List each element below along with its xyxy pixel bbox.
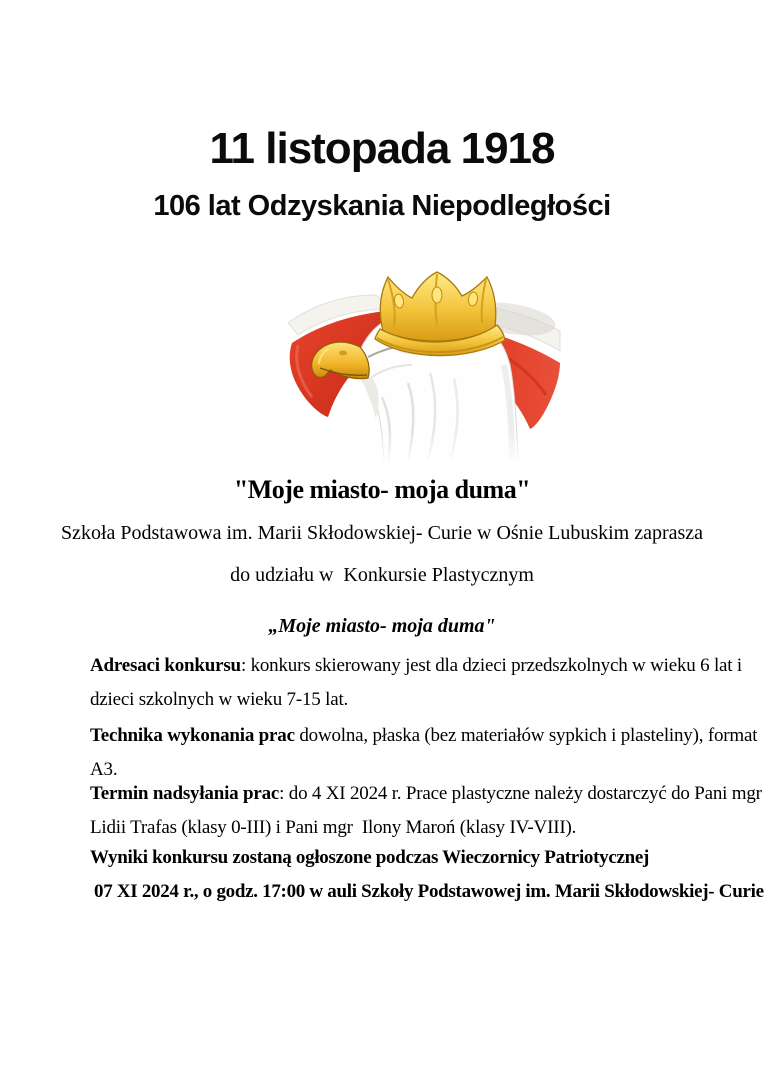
eagle-crown-flag-image [268, 265, 563, 465]
paragraph-line: A3. [90, 759, 118, 780]
paragraph-wyniki [90, 841, 764, 909]
contest-heading: "Moje miasto- moja duma" [233, 475, 531, 504]
paragraph-line [90, 719, 757, 753]
page-title: 11 listopada 1918 [209, 124, 555, 173]
bottom-fade [268, 431, 563, 465]
contest-quote: „Moje miasto- moja duma" [268, 615, 496, 637]
results-line-1: Wyniki konkursu zostaną ogłoszone podczas Wieczornicy Patriotycznej [90, 847, 650, 868]
paragraph-adresaci [90, 649, 742, 717]
paragraph-text: : konkurs skierowany jest dla dzieci przedszkolnych w wieku 6 lat i [240, 655, 742, 676]
paragraph-bold-lead: Termin nadsyłania prac [90, 783, 280, 804]
paragraph-line [90, 649, 742, 683]
paragraph-line: Lidii Trafas (klasy 0-III) i Pani mgr Ilony Maroń (klasy IV-VIII). [90, 817, 577, 838]
intro-line-invitation: do udziału w Konkursie Plastycznym [230, 564, 534, 586]
page-subtitle: 106 lat Odzyskania Niepodległości [153, 190, 611, 222]
paragraph-line: dzieci szkolnych w wieku 7-15 lat. [90, 689, 349, 710]
results-line-2: 07 XI 2024 r., o godz. 17:00 w auli Szkoły Podstawowej im. Marii Skłodowskiej- Curie [94, 881, 764, 902]
intro-line-school: Szkoła Podstawowa im. Marii Skłodowskiej- Curie w Ośnie Lubuskim zaprasza [60, 522, 704, 544]
paragraph-bold-lead: Technika wykonania prac [90, 725, 295, 746]
paragraph-termin [90, 777, 762, 845]
paragraph-text: : do 4 XI 2024 r. Prace plastyczne należy dostarczyć do Pani mgr [279, 783, 762, 804]
paragraph-text: dowolna, płaska (bez materiałów sypkich i plasteliny), format [294, 725, 758, 746]
paragraph-line [90, 777, 762, 811]
eagle-illustration [268, 265, 563, 465]
paragraph-bold-lead: Adresaci konkursu [90, 655, 241, 676]
golden-crown [375, 272, 505, 356]
